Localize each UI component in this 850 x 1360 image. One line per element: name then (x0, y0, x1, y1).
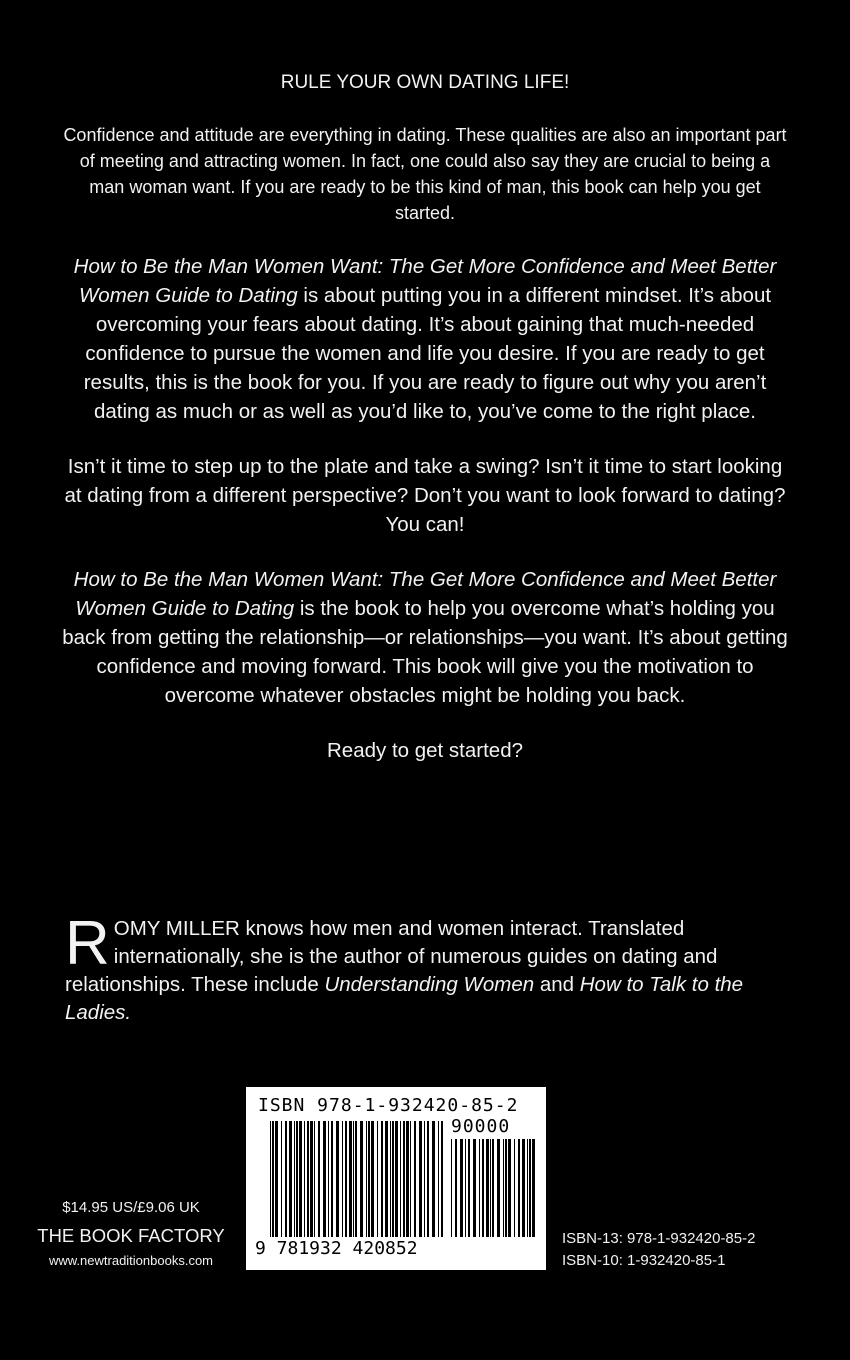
publisher-name: THE BOOK FACTORY (37, 1225, 225, 1246)
barcode-bar (272, 1121, 274, 1237)
barcode-bar (432, 1121, 435, 1237)
book-title-italic: How to Be the Man Women Want: The Get More Confidence and Meet Better Women Guide to Dating (73, 568, 777, 620)
barcode-bar (336, 1121, 339, 1237)
barcode-bar (403, 1121, 405, 1237)
blurb-call-to-action: Ready to get started? (326, 739, 523, 762)
barcode-bar (296, 1121, 298, 1237)
barcode-bar (270, 1121, 271, 1237)
barcode-bar (451, 1139, 452, 1237)
isbn-barcode (246, 1087, 546, 1270)
barcode-bar (419, 1121, 422, 1237)
blurb-paragraph-4-text: is the book to help you overcome what’s holding you back from getting the relationship—or relationships—you want. It’s about getting confidence and moving forward. This book will give you the motivation to overcome whatever obstacles might be holding you back. (62, 597, 788, 707)
bio-book-1: Understanding Women (324, 973, 535, 996)
barcode-bar (390, 1121, 391, 1237)
barcode-bar (371, 1121, 374, 1237)
barcode-bar (473, 1139, 476, 1237)
bio-book-2: How to Talk to the Ladies. (65, 973, 744, 1024)
barcode-bar (323, 1121, 326, 1237)
barcode-bar (468, 1139, 470, 1237)
barcode-bar (289, 1121, 292, 1237)
barcode-bar (514, 1139, 515, 1237)
barcode-bar (281, 1121, 282, 1237)
barcode-bar (400, 1121, 401, 1237)
price-label: $14.95 US/£9.06 UK (62, 1199, 200, 1216)
barcode-bar (424, 1121, 425, 1237)
price-publisher-block (28, 1198, 234, 1270)
barcode-bar (482, 1139, 484, 1237)
blurb-paragraph-2 (60, 252, 790, 426)
barcode-bar (527, 1139, 528, 1237)
barcode-bar (304, 1121, 305, 1237)
barcode-isbn-label: ISBN 978-1-932420-85-2 (258, 1095, 519, 1116)
barcode-bar (529, 1139, 531, 1237)
barcode-bar (427, 1121, 429, 1237)
barcode-bar (349, 1121, 352, 1237)
barcode-bar (355, 1121, 357, 1237)
blurb-paragraph-3: Isn’t it time to step up to the plate and take a swing? Isn’t it time to start looking at dating from a different perspective? Don’t you want to look forward to dating? You can! (64, 455, 786, 536)
back-cover-blurb (60, 70, 790, 765)
barcode-bar (395, 1121, 398, 1237)
barcode-bar (318, 1121, 320, 1237)
barcode-bar (377, 1121, 378, 1237)
isbn-numbers-block (562, 1228, 755, 1272)
bio-text-joiner: and (534, 973, 580, 996)
blurb-paragraph-1: Confidence and attitude are everything in dating. These qualities are also an important part of meeting and attracting women. In fact, one could also say they are crucial to being a man woman want. If you are ready to be this kind of man, this book can help you get started. (63, 125, 787, 223)
barcode-bar (345, 1121, 347, 1237)
barcode-bar (406, 1121, 409, 1237)
barcode-bar (438, 1121, 439, 1237)
barcode-bar (392, 1121, 394, 1237)
blurb-headline: RULE YOUR OWN DATING LIFE! (280, 72, 570, 93)
barcode-bar (307, 1121, 309, 1237)
barcode-bar (460, 1139, 463, 1237)
isbn-10: ISBN-10: 1-932420-85-1 (562, 1252, 726, 1269)
author-bio (65, 909, 795, 1027)
barcode-addon-label: 90000 (451, 1116, 511, 1137)
barcode-bar (492, 1139, 494, 1237)
barcode-bar (465, 1139, 466, 1237)
barcode-bar (368, 1121, 370, 1237)
barcode-bar (518, 1139, 520, 1237)
barcode-bar (328, 1121, 329, 1237)
bio-text: OMY MILLER knows how men and women interact. Translated internationally, she is the author of numerous guides on dating and relationships. These include (65, 917, 718, 996)
bio-dropcap: R (65, 909, 110, 978)
barcode-bar (505, 1139, 507, 1237)
barcode-bar (275, 1121, 278, 1237)
barcode-bar (385, 1121, 388, 1237)
barcode-bar (353, 1121, 354, 1237)
barcode-bar (497, 1139, 500, 1237)
barcode-bar (522, 1139, 525, 1237)
barcode-bar (486, 1139, 489, 1237)
barcode-bar (455, 1139, 457, 1237)
barcode-digits: 9 781932 420852 (255, 1238, 418, 1259)
barcode-bar (414, 1121, 416, 1237)
barcode-bar (532, 1139, 535, 1237)
barcode-bar (490, 1139, 491, 1237)
barcode-bar (479, 1139, 480, 1237)
blurb-paragraph-2-text: is about putting you in a different mindset. It’s about overcoming your fears about dating. It’s about gaining that much-needed confidence to pursue the women and life you desire. If you are ready to get results, this is the book for you. If you are ready to figure out why you aren’t dating as much or as well as you’d like to, you’ve come to the right place. (83, 284, 772, 423)
barcode-bar (299, 1121, 302, 1237)
barcode-bar (410, 1121, 411, 1237)
barcode-bar (285, 1121, 287, 1237)
barcode-bar (342, 1121, 343, 1237)
barcode-bar (366, 1121, 367, 1237)
barcode-bar (508, 1139, 511, 1237)
barcode-bar (360, 1121, 363, 1237)
isbn-13: ISBN-13: 978-1-932420-85-2 (562, 1230, 756, 1247)
barcode-bar (310, 1121, 313, 1237)
barcode-bar (314, 1121, 315, 1237)
barcode-bar (294, 1121, 295, 1237)
blurb-paragraph-4 (60, 565, 790, 710)
barcode-bar (441, 1121, 443, 1237)
barcode-bar (331, 1121, 333, 1237)
book-title-italic: How to Be the Man Women Want: The Get More Confidence and Meet Better Women Guide to Dating (73, 255, 777, 307)
barcode-bar (381, 1121, 383, 1237)
publisher-website: www.newtraditionbooks.com (48, 1253, 214, 1268)
barcode-bar (503, 1139, 504, 1237)
